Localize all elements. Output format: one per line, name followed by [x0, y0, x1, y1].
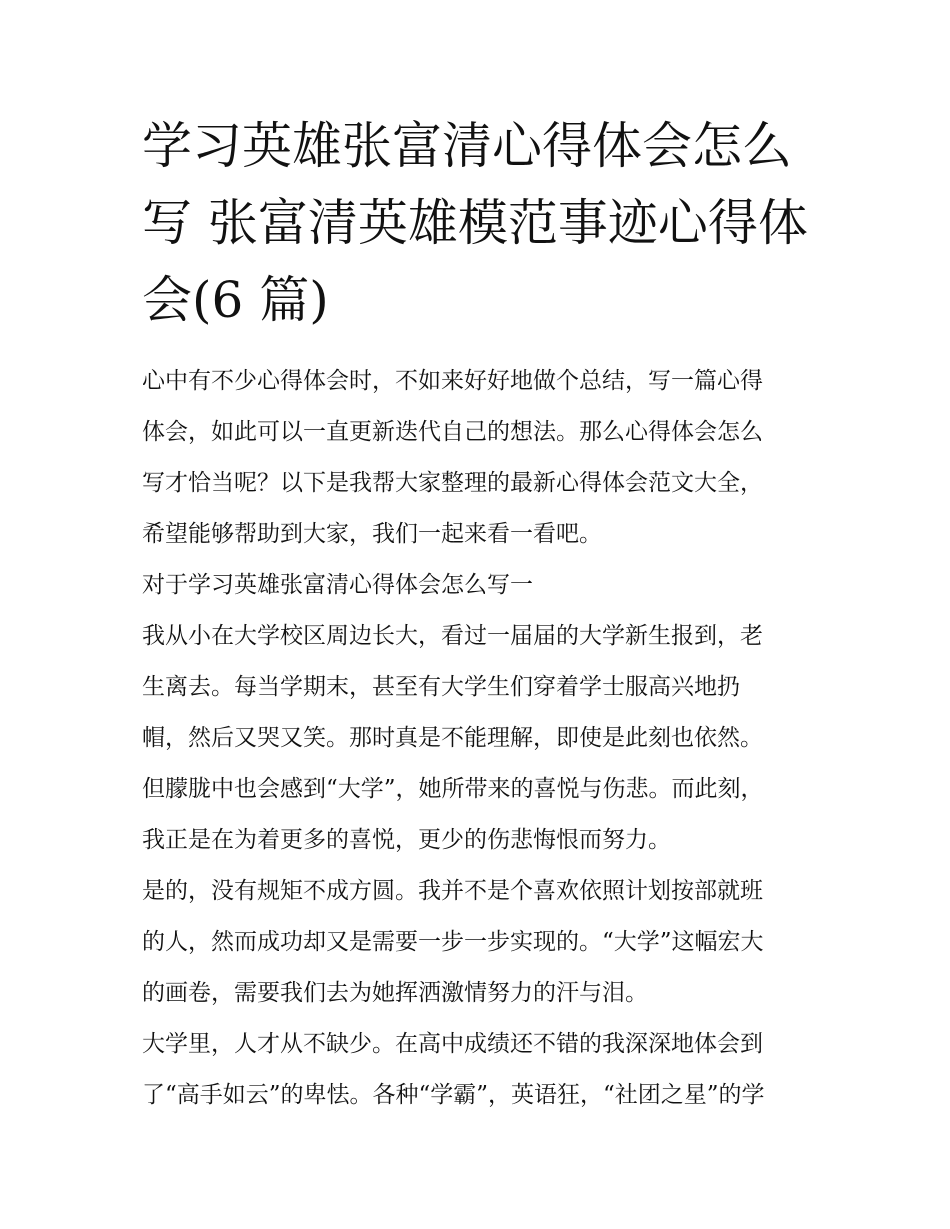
body-line: 的人，然而成功却又是需要一步一步实现的。“大学”这幅宏大 [142, 929, 764, 955]
body-line: 希望能够帮助到大家，我们一起来看一看吧。 [142, 521, 602, 547]
title-line: 会(6 篇) [142, 271, 329, 329]
body-line: 是的，没有规矩不成方圆。我并不是个喜欢依照计划按部就班 [142, 878, 763, 904]
body-line: 大学里，人才从不缺少。在高中成绩还不错的我深深地体会到 [142, 1031, 763, 1057]
document-body [142, 356, 822, 1121]
body-line: 我正是在为着更多的喜悦，更少的伤悲悔恨而努力。 [142, 827, 671, 853]
title-line: 学习英雄张富清心得体会怎么 [142, 117, 792, 175]
body-line: 我从小在大学校区周边长大，看过一届届的大学新生报到，老 [142, 623, 763, 649]
body-line: 帽，然后又哭又笑。那时真是不能理解，即使是此刻也依然。 [142, 725, 763, 751]
body-line: 了“高手如云”的卑怯。各种“学霸”，英语狂，“社团之星”的学 [142, 1082, 765, 1108]
body-line: 体会，如此可以一直更新迭代自己的想法。那么心得体会怎么 [142, 419, 763, 445]
body-line: 但朦胧中也会感到“大学”，她所带来的喜悦与伤悲。而此刻， [142, 776, 764, 802]
title-line: 写 张富清英雄模范事迹心得体 [142, 194, 808, 252]
body-line: 心中有不少心得体会时，不如来好好地做个总结，写一篇心得 [142, 368, 763, 394]
body-line: 生离去。每当学期末，甚至有大学生们穿着学士服高兴地扔 [142, 674, 740, 700]
body-line: 写才恰当呢？以下是我帮大家整理的最新心得体会范文大全， [142, 470, 763, 496]
document-title [142, 108, 822, 339]
section-heading: 对于学习英雄张富清心得体会怎么写一 [142, 572, 533, 598]
body-line: 的画卷，需要我们去为她挥洒激情努力的汗与泪。 [142, 980, 648, 1006]
